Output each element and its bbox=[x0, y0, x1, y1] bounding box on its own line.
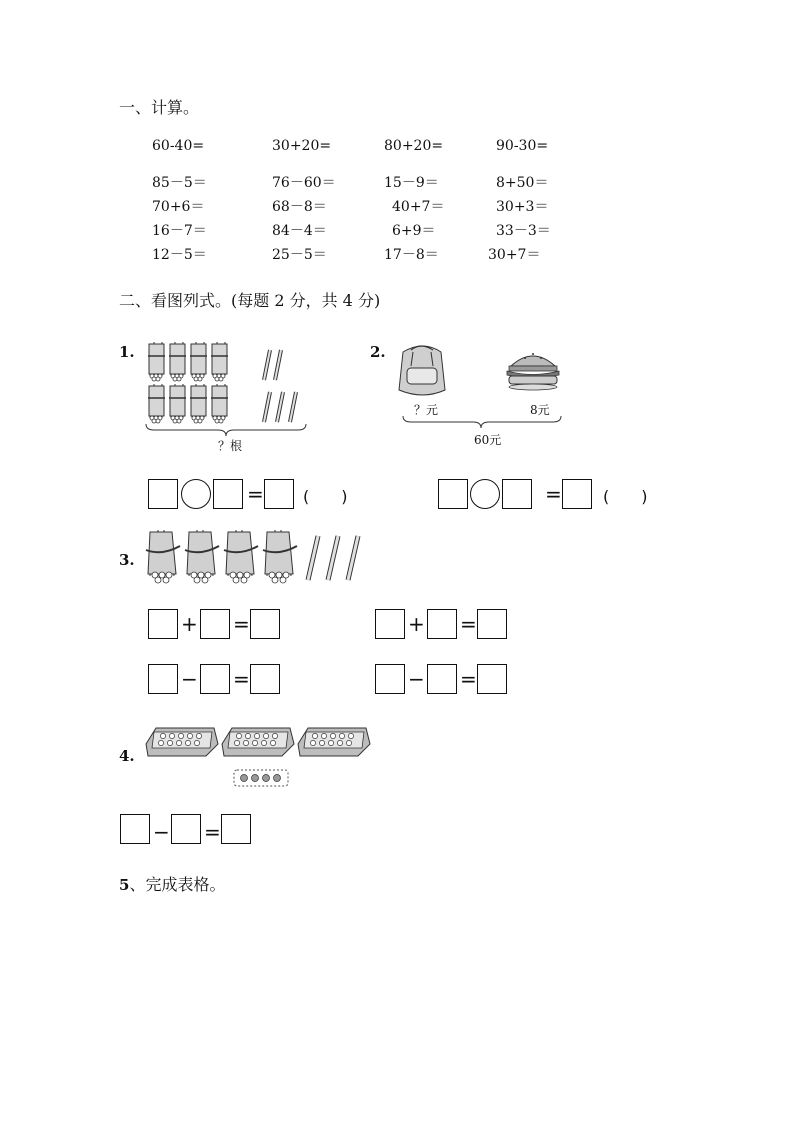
problem: 85－5＝ bbox=[152, 175, 207, 191]
answer-box[interactable] bbox=[477, 609, 507, 639]
q1-caption: ？根 bbox=[218, 439, 243, 453]
answer-box[interactable] bbox=[562, 479, 592, 509]
q4-trays-figure bbox=[144, 722, 374, 792]
equals-sign: = bbox=[545, 482, 562, 506]
problem: 60-40= bbox=[152, 138, 205, 154]
problem: 80+20= bbox=[384, 138, 444, 154]
equals-sign: = bbox=[247, 482, 264, 506]
q2-number: 2. bbox=[370, 343, 386, 361]
answer-box[interactable] bbox=[200, 664, 230, 694]
answer-box[interactable] bbox=[250, 664, 280, 694]
answer-box[interactable] bbox=[120, 814, 150, 844]
answer-box[interactable] bbox=[213, 479, 243, 509]
equals-sign: = bbox=[460, 667, 477, 691]
q4-number: 4. bbox=[119, 747, 135, 765]
equals-sign: = bbox=[460, 612, 477, 636]
answer-box[interactable] bbox=[375, 664, 405, 694]
answer-box[interactable] bbox=[477, 664, 507, 694]
problem: 76－60＝ bbox=[272, 175, 336, 191]
unit-paren[interactable]: ( ) bbox=[303, 487, 348, 506]
problem: 8+50＝ bbox=[496, 175, 549, 191]
answer-box[interactable] bbox=[264, 479, 294, 509]
section1-title: 一、计算。 bbox=[119, 98, 200, 117]
operator-circle[interactable] bbox=[181, 479, 211, 509]
problem: 30+7＝ bbox=[488, 247, 541, 263]
answer-box[interactable] bbox=[427, 609, 457, 639]
answer-box[interactable] bbox=[375, 609, 405, 639]
minus-sign: − bbox=[408, 667, 425, 691]
minus-sign: − bbox=[153, 820, 170, 844]
section2-title: 二、看图列式。(每题 2 分，共 4 分) bbox=[119, 291, 381, 310]
problem: 15－9＝ bbox=[384, 175, 439, 191]
burger-icon bbox=[507, 353, 559, 390]
q5-heading bbox=[119, 877, 225, 893]
plus-sign: + bbox=[181, 612, 198, 636]
answer-box[interactable] bbox=[148, 664, 178, 694]
problem: 16－7＝ bbox=[152, 223, 207, 239]
equals-sign: = bbox=[233, 612, 250, 636]
problem: 12－5＝ bbox=[152, 247, 207, 263]
equals-sign: = bbox=[233, 667, 250, 691]
q5-number: 5 bbox=[119, 876, 130, 894]
minus-sign: − bbox=[181, 667, 198, 691]
problem: 90-30= bbox=[496, 138, 549, 154]
answer-box[interactable] bbox=[171, 814, 201, 844]
problem: 25－5＝ bbox=[272, 247, 327, 263]
problem: 17－8＝ bbox=[384, 247, 439, 263]
problem: 33－3＝ bbox=[496, 223, 551, 239]
answer-box[interactable] bbox=[427, 664, 457, 694]
plus-sign: + bbox=[408, 612, 425, 636]
answer-box[interactable] bbox=[148, 609, 178, 639]
problem: 30+20= bbox=[272, 138, 332, 154]
backpack-icon bbox=[399, 346, 445, 395]
q1-number: 1. bbox=[119, 343, 135, 361]
answer-box[interactable] bbox=[221, 814, 251, 844]
answer-box[interactable] bbox=[148, 479, 178, 509]
equals-sign: = bbox=[204, 820, 221, 844]
problem: 40+7＝ bbox=[392, 199, 445, 215]
answer-box[interactable] bbox=[250, 609, 280, 639]
problem: 70+6＝ bbox=[152, 199, 205, 215]
answer-box[interactable] bbox=[502, 479, 532, 509]
answer-box[interactable] bbox=[438, 479, 468, 509]
q2-total: 60元 bbox=[474, 433, 502, 447]
q2-burger-price: 8元 bbox=[530, 403, 550, 417]
q3-sticks-figure bbox=[144, 528, 374, 584]
problem: 6+9＝ bbox=[392, 223, 436, 239]
answer-box[interactable] bbox=[200, 609, 230, 639]
q5-title: 、完成表格。 bbox=[129, 875, 226, 894]
operator-circle[interactable] bbox=[470, 479, 500, 509]
q3-number: 3. bbox=[119, 551, 135, 569]
unit-paren[interactable]: ( ) bbox=[603, 487, 648, 506]
problem: 84－4＝ bbox=[272, 223, 327, 239]
problem: 68－8＝ bbox=[272, 199, 327, 215]
problem: 30+3＝ bbox=[496, 199, 549, 215]
q2-bag-price: ？元 bbox=[414, 403, 439, 417]
